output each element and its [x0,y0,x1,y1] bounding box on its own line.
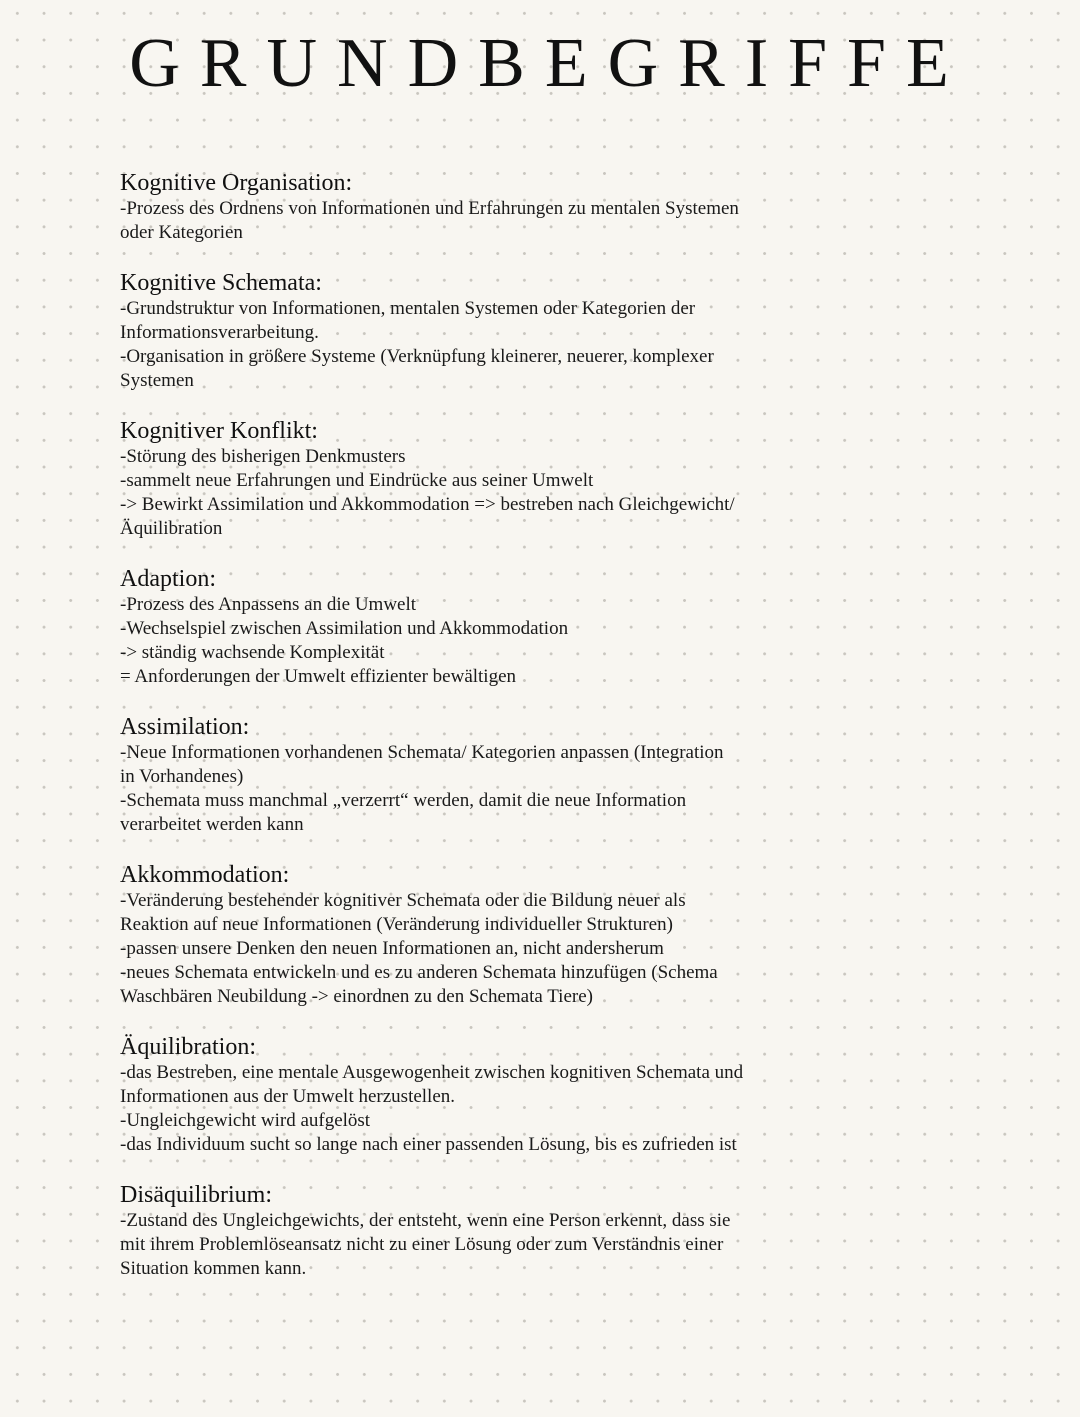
section-kognitive-schemata [120,269,820,393]
section-assimilation [120,713,820,837]
section-line: -Organisation in größere Systeme (Verknüpfung kleinerer, neuerer, komplexer [120,346,714,367]
section-heading: Assimilation: [120,714,250,740]
section-line: verarbeitet werden kann [120,814,304,835]
section-line: -Störung des bisherigen Denkmusters [120,446,406,467]
section-aequilibration [120,1033,820,1157]
section-line: -Grundstruktur von Informationen, mentalen Systemen oder Kategorien der [120,298,696,319]
section-line: Systemen [120,370,194,391]
section-line: -passen unsere Denken den neuen Informationen an, nicht andersherum [120,938,664,959]
section-adaption [120,565,820,689]
section-line: -> ständig wachsende Komplexität [120,642,385,663]
section-line: -Prozess des Ordnens von Informationen und Erfahrungen zu mentalen Systemen [120,198,739,219]
section-heading: Kognitive Organisation: [120,170,353,196]
section-line: Situation kommen kann. [120,1258,307,1279]
section-line: -das Individuum sucht so lange nach einer passenden Lösung, bis es zufrieden ist [120,1134,737,1155]
section-line: Informationen aus der Umwelt herzustellen. [120,1086,456,1107]
section-line: = Anforderungen der Umwelt effizienter bewältigen [120,666,517,687]
section-heading: Äquilibration: [120,1034,256,1060]
section-heading: Kognitiver Konflikt: [120,418,318,444]
section-line: mit ihrem Problemlöseansatz nicht zu einer Lösung oder zum Verständnis einer [120,1234,724,1255]
section-line: -Veränderung bestehender kognitiver Schemata oder die Bildung neuer als [120,890,686,911]
section-line: -Wechselspiel zwischen Assimilation und Akkommodation [120,618,569,639]
section-line: -Schemata muss manchmal „verzerrt“ werden, damit die neue Information [120,790,687,811]
section-line: -Zustand des Ungleichgewichts, der entsteht, wenn eine Person erkennt, dass sie [120,1210,731,1231]
section-heading: Disäquilibrium: [120,1182,272,1208]
section-line: Reaktion auf neue Informationen (Veränderung individueller Strukturen) [120,914,673,935]
section-disaequilibrium [120,1181,820,1281]
section-line: oder Kategorien [120,222,243,243]
section-line: Waschbären Neubildung -> einordnen zu den Schemata Tiere) [120,986,593,1007]
section-line: -> Bewirkt Assimilation und Akkommodation => bestreben nach Gleichgewicht/ [120,494,735,515]
section-heading: Adaption: [120,566,216,592]
section-line: Informationsverarbeitung. [120,322,319,343]
section-line: -neues Schemata entwickeln und es zu anderen Schemata hinzufügen (Schema [120,962,718,983]
section-line: -sammelt neue Erfahrungen und Eindrücke aus seiner Umwelt [120,470,594,491]
section-kognitive-organisation [120,169,820,245]
section-line: -Ungleichgewicht wird aufgelöst [120,1110,371,1131]
section-line: -Neue Informationen vorhandenen Schemata/ Kategorien anpassen (Integration [120,742,724,763]
section-line: in Vorhandenes) [120,766,244,787]
section-heading: Akkommodation: [120,862,290,888]
page-title: GRUNDBEGRIFFE [129,25,969,102]
section-line: -das Bestreben, eine mentale Ausgewogenheit zwischen kognitiven Schemata und [120,1062,744,1083]
definitions-list [120,169,820,1305]
section-heading: Kognitive Schemata: [120,270,322,296]
section-line: Äquilibration [120,518,223,539]
section-akkommodation [120,861,820,1009]
section-kognitiver-konflikt [120,417,820,541]
section-line: -Prozess des Anpassens an die Umwelt [120,594,417,615]
